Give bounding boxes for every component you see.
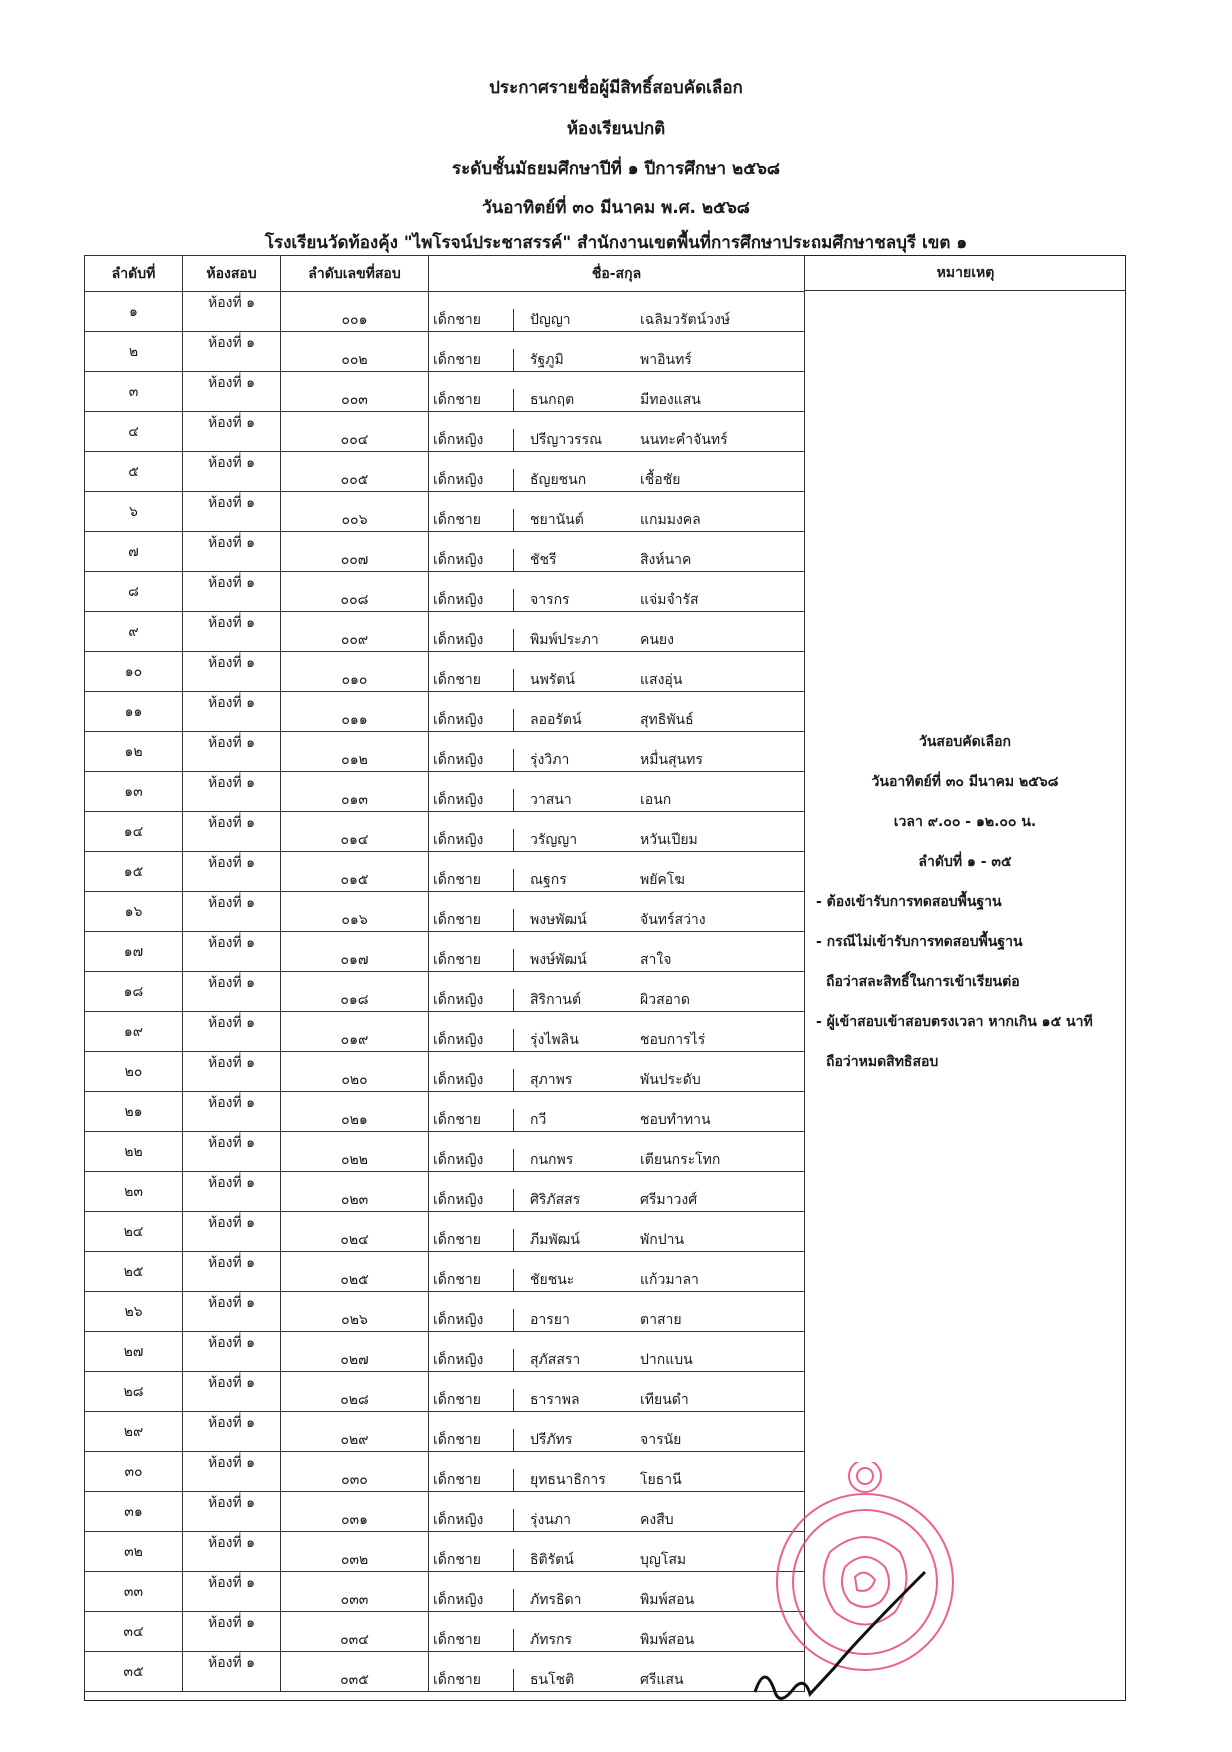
- first-name: กวี: [530, 1112, 547, 1128]
- row-code: ๐๒๔: [281, 1212, 429, 1252]
- table-row: [85, 532, 805, 572]
- table-row: [85, 812, 805, 852]
- row-fullname: [429, 972, 805, 1012]
- school-name: โรงเรียนวัดท้องคุ้ง "ไพโรจน์ประชาสรรค์" สำนักงานเขตพื้นที่การศึกษาประถมศึกษาชลบุรี เขต ๑: [264, 233, 968, 253]
- table-row: [85, 1572, 805, 1612]
- row-fullname: [429, 1092, 805, 1132]
- first-name: พงษพัฒน์: [530, 912, 587, 928]
- table-row: [85, 1132, 805, 1172]
- row-code: ๐๐๘: [281, 572, 429, 612]
- table-row: [85, 1092, 805, 1132]
- name-prefix: เด็กชาย: [429, 869, 514, 891]
- row-room: ห้องที่ ๑: [183, 1532, 281, 1572]
- remarks-note-3: ถือว่าสละสิทธิ์ในการเข้าเรียนต่อ: [826, 974, 1020, 990]
- row-order: ๒๑: [85, 1092, 183, 1132]
- first-name: ภัทรธิดา: [530, 1592, 582, 1608]
- last-name: เฉลิมวรัตน์วงษ์: [640, 312, 731, 328]
- row-order: ๓๕: [85, 1652, 183, 1692]
- row-room: ห้องที่ ๑: [183, 1172, 281, 1212]
- table-row: [85, 732, 805, 772]
- last-name: ตาสาย: [640, 1312, 682, 1328]
- last-name: จารนัย: [640, 1432, 682, 1448]
- row-code: ๐๒๓: [281, 1172, 429, 1212]
- first-name: ปรีญาวรรณ: [530, 432, 603, 448]
- name-prefix: เด็กหญิง: [429, 749, 514, 771]
- row-code: ๐๓๓: [281, 1572, 429, 1612]
- row-fullname: [429, 492, 805, 532]
- table-row: [85, 852, 805, 892]
- row-room: ห้องที่ ๑: [183, 732, 281, 772]
- row-code: ๐๑๗: [281, 932, 429, 972]
- remarks-time: เวลา ๙.๐๐ - ๑๒.๐๐ น.: [893, 814, 1037, 830]
- row-fullname: [429, 452, 805, 492]
- row-order: ๑๑: [85, 692, 183, 732]
- remarks-note-2: - กรณีไม่เข้ารับการทดสอบพื้นฐาน: [816, 934, 1023, 950]
- col-header-room: ห้องสอบ: [183, 256, 281, 292]
- exam-date: วันอาทิตย์ที่ ๓๐ มีนาคม พ.ศ. ๒๕๖๘: [482, 198, 750, 218]
- last-name: หวันเปียม: [640, 832, 698, 848]
- last-name: เตียนกระโทก: [640, 1152, 721, 1168]
- row-order: ๑๔: [85, 812, 183, 852]
- name-prefix: เด็กชาย: [429, 309, 514, 331]
- signature: [755, 1572, 925, 1698]
- table-row: [85, 332, 805, 372]
- row-room: ห้องที่ ๑: [183, 1572, 281, 1612]
- last-name: ชอบการไร่: [640, 1032, 706, 1048]
- name-prefix: เด็กหญิง: [429, 1069, 514, 1091]
- last-name: เชื้อชัย: [640, 472, 681, 488]
- name-prefix: เด็กหญิง: [429, 1189, 514, 1211]
- row-fullname: [429, 532, 805, 572]
- first-name: ธาราพล: [530, 1392, 580, 1408]
- row-order: ๓๓: [85, 1572, 183, 1612]
- last-name: สาใจ: [640, 952, 672, 968]
- first-name: ธัญยชนก: [530, 472, 587, 488]
- row-fullname: [429, 612, 805, 652]
- row-fullname: [429, 852, 805, 892]
- first-name: ปรีภัทร: [530, 1432, 573, 1448]
- table-row: [85, 452, 805, 492]
- row-code: ๐๐๒: [281, 332, 429, 372]
- row-fullname: [429, 1412, 805, 1452]
- first-name: ศิริภัสสร: [530, 1192, 581, 1208]
- last-name: พิมพ์สอน: [640, 1632, 695, 1648]
- row-fullname: [429, 1052, 805, 1092]
- row-order: ๕: [85, 452, 183, 492]
- row-room: ห้องที่ ๑: [183, 1092, 281, 1132]
- row-order: ๒๐: [85, 1052, 183, 1092]
- name-prefix: เด็กหญิง: [429, 549, 514, 571]
- row-order: ๑๗: [85, 932, 183, 972]
- name-prefix: เด็กชาย: [429, 1469, 514, 1491]
- table-row: [85, 972, 805, 1012]
- name-prefix: เด็กชาย: [429, 1229, 514, 1251]
- last-name: แกมมงคล: [640, 512, 701, 528]
- row-room: ห้องที่ ๑: [183, 692, 281, 732]
- row-order: ๓๑: [85, 1492, 183, 1532]
- last-name: คงสืบ: [640, 1512, 674, 1528]
- row-order: ๑๖: [85, 892, 183, 932]
- table-row: [85, 292, 805, 332]
- row-code: ๐๐๗: [281, 532, 429, 572]
- table-row: [85, 1252, 805, 1292]
- row-room: ห้องที่ ๑: [183, 1132, 281, 1172]
- row-order: ๓๒: [85, 1532, 183, 1572]
- row-order: ๙: [85, 612, 183, 652]
- row-room: ห้องที่ ๑: [183, 1452, 281, 1492]
- table-row: [85, 652, 805, 692]
- table-row: [85, 1492, 805, 1532]
- row-room: ห้องที่ ๑: [183, 972, 281, 1012]
- first-name: รุ่งนภา: [530, 1512, 572, 1528]
- row-code: ๐๑๐: [281, 652, 429, 692]
- last-name: โยธานี: [640, 1472, 682, 1488]
- table-row: [85, 772, 805, 812]
- row-room: ห้องที่ ๑: [183, 1652, 281, 1692]
- row-room: ห้องที่ ๑: [183, 1492, 281, 1532]
- row-code: ๐๐๓: [281, 372, 429, 412]
- row-order: ๖: [85, 492, 183, 532]
- row-fullname: [429, 1212, 805, 1252]
- row-order: ๔: [85, 412, 183, 452]
- row-order: ๑๐: [85, 652, 183, 692]
- row-code: ๐๒๒: [281, 1132, 429, 1172]
- row-code: ๐๓๒: [281, 1532, 429, 1572]
- table-row: [85, 1172, 805, 1212]
- row-order: ๑๕: [85, 852, 183, 892]
- name-prefix: เด็กหญิง: [429, 1509, 514, 1531]
- last-name: บุญโสม: [640, 1552, 687, 1568]
- row-code: ๐๐๙: [281, 612, 429, 652]
- row-order: ๒๒: [85, 1132, 183, 1172]
- row-code: ๐๑๙: [281, 1012, 429, 1052]
- row-order: ๒๔: [85, 1212, 183, 1252]
- table-row: [85, 892, 805, 932]
- table-row: [85, 372, 805, 412]
- first-name: ลออรัตน์: [530, 712, 582, 728]
- row-fullname: [429, 1252, 805, 1292]
- row-fullname: [429, 932, 805, 972]
- table-header-row: [85, 256, 805, 292]
- last-name: พยัคโฆ: [640, 872, 685, 888]
- last-name: ศรีมาวงศ์: [640, 1192, 698, 1208]
- last-name: พันประดับ: [640, 1072, 701, 1088]
- row-fullname: [429, 812, 805, 852]
- row-fullname: [429, 1332, 805, 1372]
- name-prefix: เด็กชาย: [429, 669, 514, 691]
- row-code: ๐๒๘: [281, 1372, 429, 1412]
- table-row: [85, 1452, 805, 1492]
- first-name: ชัชรี: [530, 552, 557, 568]
- first-name: ธนกฤต: [530, 392, 575, 408]
- row-room: ห้องที่ ๑: [183, 1412, 281, 1452]
- last-name: คนยง: [640, 632, 674, 648]
- col-header-remarks: หมายเหตุ: [804, 255, 1126, 291]
- class-type: ห้องเรียนปกติ: [566, 119, 666, 139]
- row-fullname: [429, 412, 805, 452]
- row-fullname: [429, 572, 805, 612]
- name-prefix: เด็กหญิง: [429, 589, 514, 611]
- name-prefix: เด็กชาย: [429, 949, 514, 971]
- row-order: ๑๒: [85, 732, 183, 772]
- row-code: ๐๒๐: [281, 1052, 429, 1092]
- first-name: จารกร: [530, 592, 570, 608]
- row-code: ๐๒๖: [281, 1292, 429, 1332]
- remarks-note-5: ถือว่าหมดสิทธิสอบ: [826, 1054, 939, 1070]
- name-prefix: เด็กหญิง: [429, 1029, 514, 1051]
- row-order: ๒๗: [85, 1332, 183, 1372]
- table-row: [85, 1212, 805, 1252]
- row-room: ห้องที่ ๑: [183, 1212, 281, 1252]
- first-name: ภีมพัฒน์: [530, 1232, 580, 1248]
- last-name: ปากแบน: [640, 1352, 693, 1368]
- table-row: [85, 1372, 805, 1412]
- first-name: รัฐภูมิ: [530, 352, 564, 368]
- first-name: อารยา: [530, 1312, 570, 1328]
- first-name: ชัยชนะ: [530, 1272, 575, 1288]
- table-body: [85, 292, 805, 1692]
- row-code: ๐๑๖: [281, 892, 429, 932]
- row-room: ห้องที่ ๑: [183, 532, 281, 572]
- table-row: [85, 1652, 805, 1692]
- row-order: ๑๙: [85, 1012, 183, 1052]
- row-room: ห้องที่ ๑: [183, 852, 281, 892]
- row-room: ห้องที่ ๑: [183, 812, 281, 852]
- first-name: ธิติรัตน์: [530, 1552, 574, 1568]
- table-row: [85, 1012, 805, 1052]
- row-fullname: [429, 1292, 805, 1332]
- remarks-range: ลำดับที่ ๑ - ๓๕: [918, 854, 1012, 870]
- row-code: ๐๒๙: [281, 1412, 429, 1452]
- last-name: เทียนดำ: [640, 1392, 689, 1408]
- last-name: สิงห์นาค: [640, 552, 692, 568]
- row-fullname: [429, 1372, 805, 1412]
- table-row: [85, 692, 805, 732]
- first-name: สุภาพร: [530, 1072, 573, 1088]
- table-row: [85, 1052, 805, 1092]
- row-room: ห้องที่ ๑: [183, 1292, 281, 1332]
- last-name: แสงอุ่น: [640, 672, 683, 688]
- row-room: ห้องที่ ๑: [183, 1052, 281, 1092]
- row-fullname: [429, 692, 805, 732]
- first-name: วรัญญา: [530, 832, 578, 848]
- table-row: [85, 572, 805, 612]
- row-code: ๐๐๕: [281, 452, 429, 492]
- table-row: [85, 492, 805, 532]
- row-code: ๐๑๒: [281, 732, 429, 772]
- last-name: แจ่มจำรัส: [640, 592, 699, 608]
- first-name: วาสนา: [530, 792, 572, 808]
- row-fullname: [429, 372, 805, 412]
- row-fullname: [429, 892, 805, 932]
- candidate-table: [84, 255, 805, 1692]
- table-row: [85, 612, 805, 652]
- row-code: ๐๑๘: [281, 972, 429, 1012]
- first-name: ยุทธนาธิการ: [530, 1472, 606, 1488]
- last-name: ผิวสอาด: [640, 992, 690, 1008]
- row-code: ๐๑๔: [281, 812, 429, 852]
- first-name: นพรัตน์: [530, 672, 575, 688]
- row-fullname: [429, 732, 805, 772]
- remarks-note-4: - ผู้เข้าสอบเข้าสอบตรงเวลา หากเกิน ๑๕ นาที: [816, 1014, 1093, 1030]
- col-header-code: ลำดับเลขที่สอบ: [281, 256, 429, 292]
- row-fullname: [429, 652, 805, 692]
- last-name: ศรีแสน: [640, 1672, 684, 1688]
- first-name: ธนโชติ: [530, 1672, 575, 1688]
- name-prefix: เด็กหญิง: [429, 1349, 514, 1371]
- name-prefix: เด็กชาย: [429, 389, 514, 411]
- row-code: ๐๓๐: [281, 1452, 429, 1492]
- name-prefix: เด็กหญิง: [429, 789, 514, 811]
- remarks-date: วันอาทิตย์ที่ ๓๐ มีนาคม ๒๕๖๘: [871, 774, 1059, 790]
- table-row: [85, 1332, 805, 1372]
- first-name: สิริกานต์: [530, 992, 582, 1008]
- remarks-title: วันสอบคัดเลือก: [919, 734, 1011, 750]
- row-order: ๑: [85, 292, 183, 332]
- last-name: นนทะคำจันทร์: [640, 432, 728, 448]
- row-code: ๐๓๕: [281, 1652, 429, 1692]
- school-seal-stamp: [745, 1462, 995, 1722]
- table-row: [85, 412, 805, 452]
- name-prefix: เด็กชาย: [429, 1429, 514, 1451]
- row-order: ๒๖: [85, 1292, 183, 1332]
- row-room: ห้องที่ ๑: [183, 332, 281, 372]
- first-name: ปัญญา: [530, 312, 571, 328]
- row-room: ห้องที่ ๑: [183, 1012, 281, 1052]
- last-name: เอนก: [640, 792, 672, 808]
- row-order: ๒๘: [85, 1372, 183, 1412]
- table-row: [85, 1412, 805, 1452]
- row-order: ๓๔: [85, 1612, 183, 1652]
- row-room: ห้องที่ ๑: [183, 452, 281, 492]
- first-name: รุ่งวิภา: [530, 752, 570, 768]
- row-room: ห้องที่ ๑: [183, 372, 281, 412]
- last-name: แก้วมาลา: [640, 1272, 699, 1288]
- row-room: ห้องที่ ๑: [183, 492, 281, 532]
- row-room: ห้องที่ ๑: [183, 1332, 281, 1372]
- row-order: ๑๘: [85, 972, 183, 1012]
- row-order: ๒๕: [85, 1252, 183, 1292]
- row-order: ๗: [85, 532, 183, 572]
- row-code: ๐๑๓: [281, 772, 429, 812]
- remarks-note-1: - ต้องเข้ารับการทดสอบพื้นฐาน: [816, 894, 1002, 910]
- row-order: ๒๙: [85, 1412, 183, 1452]
- first-name: พงษ์พัฒน์: [530, 952, 587, 968]
- grade-level: ระดับชั้นมัธยมศึกษาปีที่ ๑ ปีการศึกษา ๒๕๖๘: [452, 159, 780, 179]
- row-room: ห้องที่ ๑: [183, 612, 281, 652]
- row-order: ๑๓: [85, 772, 183, 812]
- name-prefix: เด็กหญิง: [429, 1309, 514, 1331]
- row-fullname: [429, 1012, 805, 1052]
- row-room: ห้องที่ ๑: [183, 292, 281, 332]
- table-row: [85, 1532, 805, 1572]
- name-prefix: เด็กหญิง: [429, 429, 514, 451]
- row-room: ห้องที่ ๑: [183, 572, 281, 612]
- row-fullname: [429, 292, 805, 332]
- row-room: ห้องที่ ๑: [183, 1612, 281, 1652]
- row-code: ๐๓๑: [281, 1492, 429, 1532]
- name-prefix: เด็กหญิง: [429, 989, 514, 1011]
- last-name: พักปาน: [640, 1232, 685, 1248]
- name-prefix: เด็กหญิง: [429, 469, 514, 491]
- row-room: ห้องที่ ๑: [183, 652, 281, 692]
- name-prefix: เด็กหญิง: [429, 829, 514, 851]
- row-fullname: [429, 1132, 805, 1172]
- row-fullname: [429, 332, 805, 372]
- last-name: ชอบทำทาน: [640, 1112, 711, 1128]
- first-name: ภัทรกร: [530, 1632, 572, 1648]
- last-name: จันทร์สว่าง: [640, 912, 706, 928]
- last-name: พิมพ์สอน: [640, 1592, 695, 1608]
- row-code: ๐๑๑: [281, 692, 429, 732]
- first-name: พิมพ์ประภา: [530, 632, 599, 648]
- row-fullname: [429, 772, 805, 812]
- last-name: สุทธิพันธ์: [640, 712, 694, 728]
- row-room: ห้องที่ ๑: [183, 412, 281, 452]
- row-room: ห้องที่ ๑: [183, 1252, 281, 1292]
- first-name: รุ่งไพลิน: [530, 1032, 579, 1048]
- name-prefix: เด็กหญิง: [429, 1149, 514, 1171]
- table-row: [85, 1292, 805, 1332]
- row-order: ๓๐: [85, 1452, 183, 1492]
- first-name: ชยานันต์: [530, 512, 584, 528]
- row-order: ๘: [85, 572, 183, 612]
- last-name: หมื่นสุนทร: [640, 752, 703, 768]
- row-code: ๐๒๕: [281, 1252, 429, 1292]
- row-order: ๒: [85, 332, 183, 372]
- name-prefix: เด็กชาย: [429, 349, 514, 371]
- name-prefix: เด็กชาย: [429, 1389, 514, 1411]
- row-room: ห้องที่ ๑: [183, 892, 281, 932]
- name-prefix: เด็กหญิง: [429, 629, 514, 651]
- first-name: ณฐกร: [530, 872, 567, 888]
- row-order: ๒๓: [85, 1172, 183, 1212]
- row-fullname: [429, 1172, 805, 1212]
- name-prefix: เด็กชาย: [429, 1629, 514, 1651]
- table-row: [85, 932, 805, 972]
- name-prefix: เด็กชาย: [429, 1109, 514, 1131]
- row-code: ๐๑๕: [281, 852, 429, 892]
- row-code: ๐๒๗: [281, 1332, 429, 1372]
- row-room: ห้องที่ ๑: [183, 1372, 281, 1412]
- name-prefix: เด็กชาย: [429, 1269, 514, 1291]
- row-room: ห้องที่ ๑: [183, 932, 281, 972]
- row-code: ๐๐๔: [281, 412, 429, 452]
- name-prefix: เด็กหญิง: [429, 1589, 514, 1611]
- col-header-name: ชื่อ-สกุล: [429, 256, 805, 292]
- row-code: ๐๐๑: [281, 292, 429, 332]
- row-code: ๐๐๖: [281, 492, 429, 532]
- last-name: มีทองแสน: [640, 392, 701, 408]
- col-header-order: ลำดับที่: [85, 256, 183, 292]
- last-name: พาอินทร์: [640, 352, 692, 368]
- name-prefix: เด็กชาย: [429, 509, 514, 531]
- name-prefix: เด็กชาย: [429, 1549, 514, 1571]
- row-room: ห้องที่ ๑: [183, 772, 281, 812]
- name-prefix: เด็กชาย: [429, 909, 514, 931]
- announcement-title: ประกาศรายชื่อผู้มีสิทธิ์สอบคัดเลือก: [489, 78, 743, 98]
- name-prefix: เด็กหญิง: [429, 709, 514, 731]
- row-code: ๐๒๑: [281, 1092, 429, 1132]
- name-prefix: เด็กชาย: [429, 1669, 514, 1691]
- first-name: กนกพร: [530, 1152, 574, 1168]
- table-row: [85, 1612, 805, 1652]
- first-name: สุภัสสรา: [530, 1352, 581, 1368]
- row-order: ๓: [85, 372, 183, 412]
- row-code: ๐๓๔: [281, 1612, 429, 1652]
